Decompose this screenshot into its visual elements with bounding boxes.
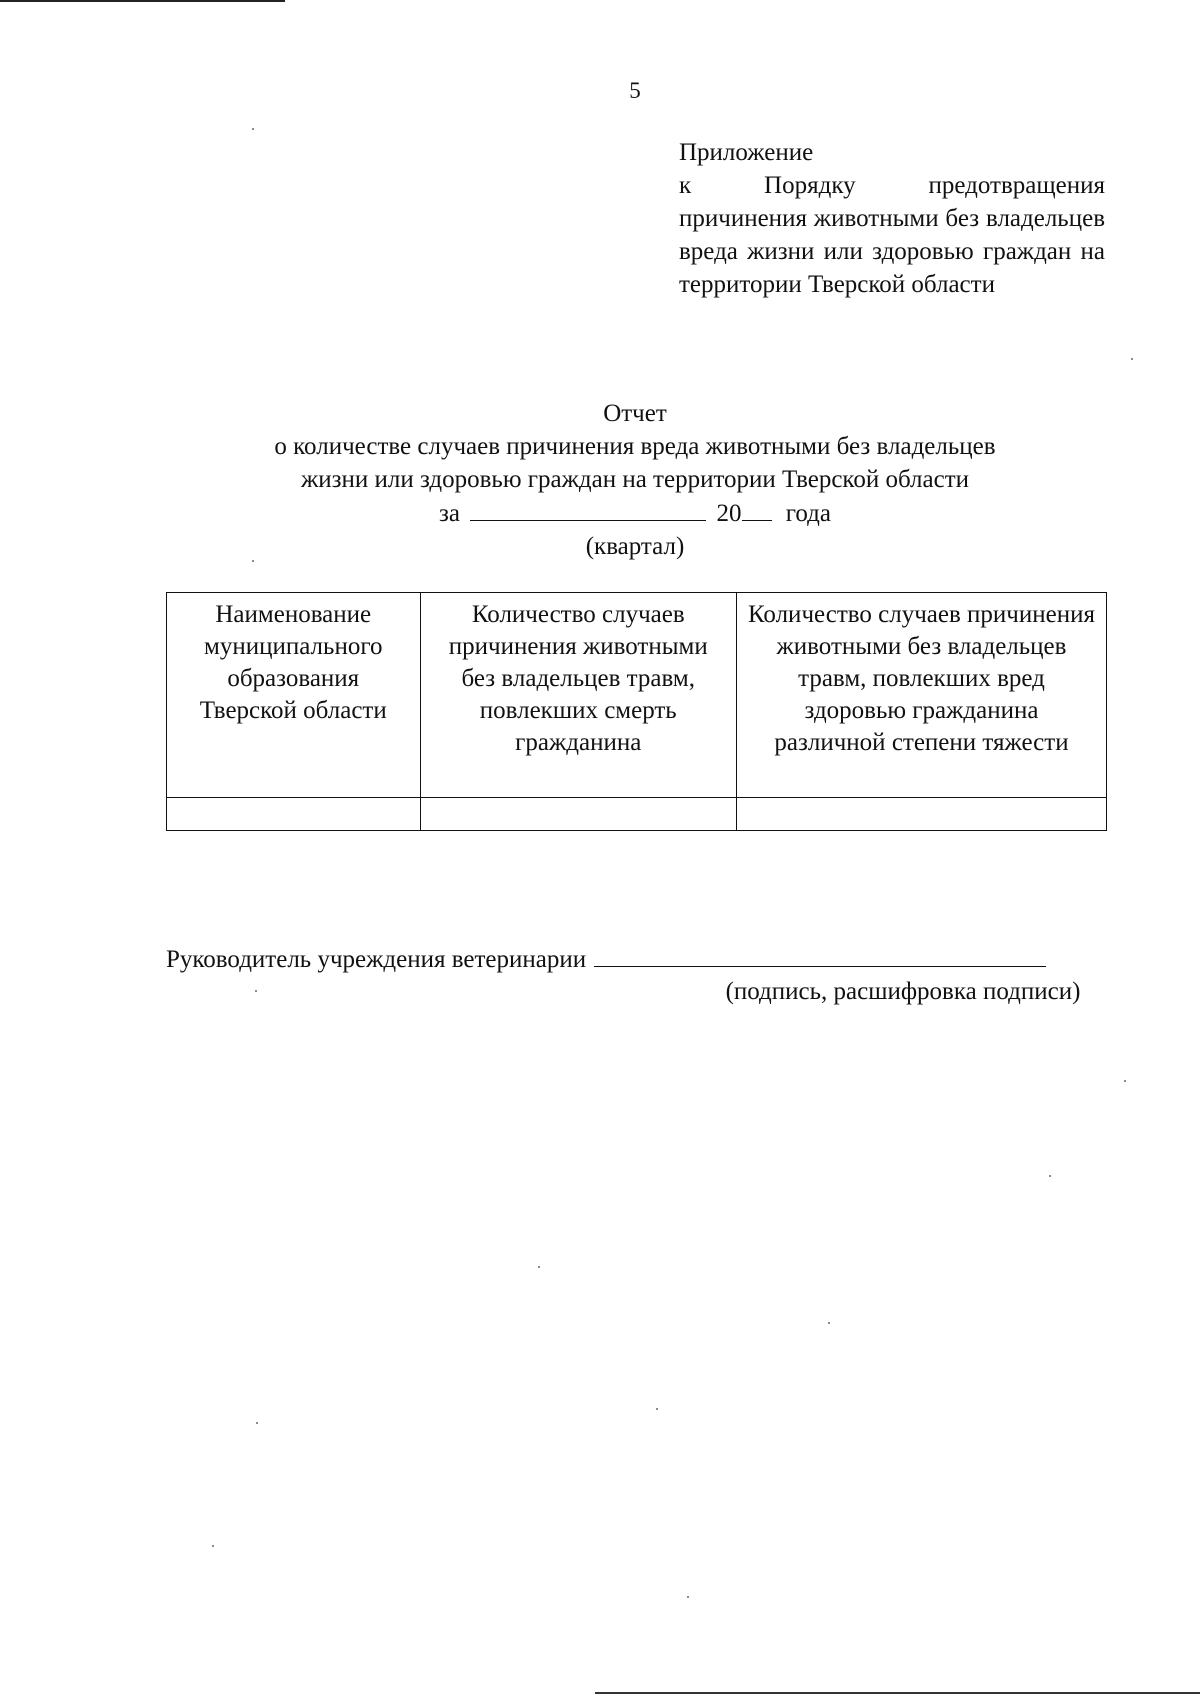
scan-edge-top — [0, 0, 285, 2]
period-prefix: за — [439, 500, 460, 527]
scan-speck — [252, 560, 254, 562]
scan-edge-bottom — [595, 1692, 1200, 1694]
scan-speck — [1131, 358, 1133, 360]
page-number: 5 — [629, 78, 641, 103]
report-heading — [0, 397, 1200, 563]
period-year: 20 — [716, 500, 742, 527]
signature-line[interactable] — [594, 940, 1046, 967]
report-period — [0, 496, 1200, 530]
signature-block — [166, 940, 1111, 1005]
scan-speck — [256, 1422, 258, 1424]
signature-caption: (подпись, расшифровка подписи) — [725, 978, 1081, 1005]
appendix-block — [679, 136, 1105, 301]
header-injuries: Количество случаев причинения животными без владельцев травм, повлекших вред здоровью гражданина различной степени тяжести — [736, 593, 1106, 798]
year-blank-field[interactable] — [742, 496, 772, 521]
appendix-title: Приложение — [679, 139, 814, 166]
period-suffix: года — [785, 500, 831, 527]
scan-speck — [1124, 1080, 1126, 1082]
scan-speck — [212, 1545, 214, 1547]
report-subtitle-line1: о количестве случаев причинения вреда животными без владельцев — [274, 433, 996, 460]
table-cell[interactable] — [167, 798, 421, 831]
scan-speck — [538, 1266, 540, 1268]
scan-speck — [255, 990, 257, 992]
report-subtitle-line2: жизни или здоровью граждан на территории Тверской области — [300, 466, 970, 493]
report-table — [166, 592, 1107, 831]
appendix-text: к Порядку предотвращения причинения животными без владельцев вреда жизни или здоровью граждан на территории Тверской области — [679, 172, 1105, 298]
report-title: Отчет — [603, 400, 667, 427]
scan-speck — [252, 128, 254, 130]
table-row — [167, 798, 1107, 831]
scan-speck — [828, 1322, 830, 1324]
scan-speck — [687, 1596, 689, 1598]
quarter-caption: (квартал) — [585, 533, 685, 560]
header-deaths: Количество случаев причинения животными без владельцев травм, повлекших смерть гражданина — [420, 593, 736, 798]
scan-speck — [1049, 1175, 1051, 1177]
scan-speck — [656, 1408, 658, 1410]
table-header-row — [167, 593, 1107, 798]
quarter-blank-field[interactable] — [470, 496, 706, 521]
signature-label: Руководитель учреждения ветеринарии — [166, 946, 587, 973]
header-municipality: Наименование муниципального образования Тверской области — [167, 593, 421, 798]
table-cell[interactable] — [420, 798, 736, 831]
table-cell[interactable] — [736, 798, 1106, 831]
